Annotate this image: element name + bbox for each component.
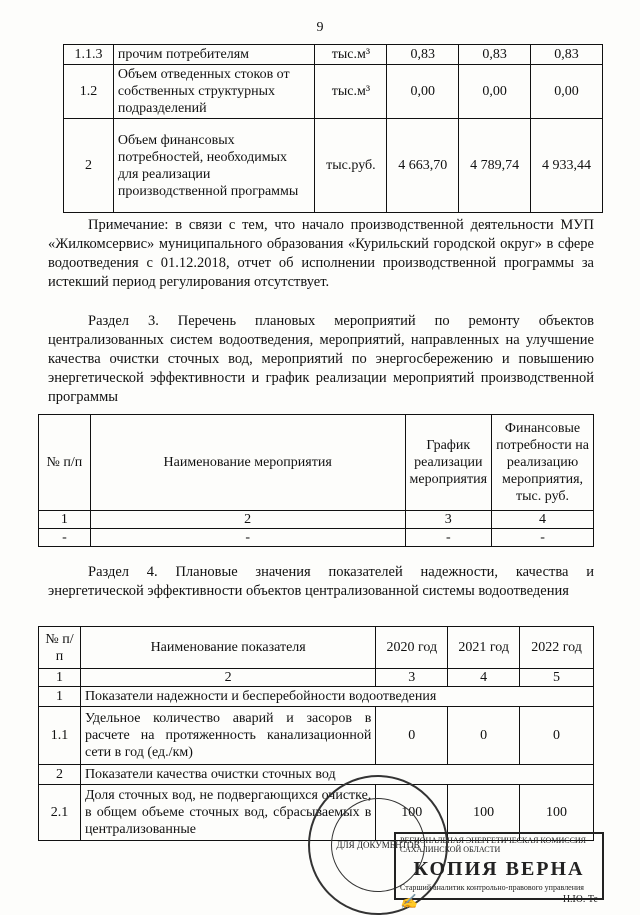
note-paragraph: Примечание: в связи с тем, что начало производственной деятельности МУП «Жилкомсервис» муниципального образования «Курильский городской округ» в сфере водоотведения с 01.12.2018, отчет об исполнении производственной программы за истекший период регулирования отсутствует. xyxy=(48,217,594,290)
table-row xyxy=(64,65,603,119)
stamp-position: Старший аналитик контрольно-правового управления xyxy=(400,883,584,892)
empty-cell: - xyxy=(405,529,492,547)
group-title: Показатели надежности и бесперебойности водоотведения xyxy=(80,687,593,707)
row-value-2022: 100 xyxy=(520,785,594,841)
stamp-organization: РЕГИОНАЛЬНАЯ ЭНЕРГЕТИЧЕСКАЯ КОМИССИЯ САХАЛИНСКОЙ ОБЛАСТИ xyxy=(400,836,587,854)
row-number: 1.1.3 xyxy=(64,45,114,65)
row-value-2020: 0 xyxy=(376,707,448,765)
section-3-heading: Раздел 3. Перечень плановых мероприятий по ремонту объектов централизованных систем водоотведения, мероприятий, направленных на улучшение качества очистки сточных вод, мероприятий по энергосбережению и повышению энергетической эффективности и график реализации мероприятий производственной программы xyxy=(48,313,594,405)
col-index: 4 xyxy=(448,669,520,687)
group-number: 1 xyxy=(39,687,81,707)
row-number: 1.2 xyxy=(64,65,114,119)
row-name: Объем отведенных стоков от собственных структурных подразделений xyxy=(113,65,315,119)
col-index: 1 xyxy=(39,669,81,687)
table-row xyxy=(39,765,594,785)
table-row xyxy=(39,707,594,765)
row-unit: тыс.м³ xyxy=(315,65,387,119)
row-value-2021: 0,83 xyxy=(459,45,531,65)
group-title: Показатели качества очистки сточных вод xyxy=(80,765,593,785)
stamp-signer-name: Н.Ю. Те xyxy=(562,894,598,905)
col-index: 4 xyxy=(492,511,594,529)
table-row xyxy=(39,687,594,707)
col-header-financial-needs: Финансовые потребности на реализацию мероприятия, тыс. руб. xyxy=(492,415,594,511)
row-value-2020: 0,00 xyxy=(387,65,459,119)
page-number: 9 xyxy=(316,20,324,35)
row-value-2021: 100 xyxy=(448,785,520,841)
reliability-indicators-table xyxy=(38,626,594,841)
table-header-row xyxy=(39,415,594,511)
col-header-schedule: График реализации мероприятия xyxy=(405,415,492,511)
row-value-2021: 0,00 xyxy=(459,65,531,119)
row-value-2020: 0,83 xyxy=(387,45,459,65)
empty-cell: - xyxy=(90,529,405,547)
col-header-2020: 2020 год xyxy=(376,627,448,669)
row-value-2020: 4 663,70 xyxy=(387,119,459,213)
col-index: 2 xyxy=(80,669,375,687)
table-row xyxy=(39,529,594,547)
row-number: 2 xyxy=(64,119,114,213)
row-name: Доля сточных вод, не подвергающихся очистке, в общем объеме сточных вод, сбрасываемых в централизованные xyxy=(80,785,375,841)
col-header-2022: 2022 год xyxy=(520,627,594,669)
row-value-2022: 0 xyxy=(520,707,594,765)
empty-cell: - xyxy=(39,529,91,547)
table-row xyxy=(64,119,603,213)
row-value-2022: 0,00 xyxy=(531,65,603,119)
stamp-title: КОПИЯ ВЕРНА xyxy=(413,858,585,880)
row-unit: тыс.м³ xyxy=(315,45,387,65)
row-number: 1.1 xyxy=(39,707,81,765)
col-index: 2 xyxy=(90,511,405,529)
row-name: Удельное количество аварий и засоров в расчете на протяженность канализационной сети в год (ед./км) xyxy=(80,707,375,765)
col-index: 5 xyxy=(520,669,594,687)
row-unit: тыс.руб. xyxy=(315,119,387,213)
seal-text: ДЛЯ ДОКУМЕНТОВ xyxy=(336,840,420,850)
row-value-2022: 4 933,44 xyxy=(531,119,603,213)
table-row xyxy=(64,45,603,65)
production-volume-table xyxy=(63,44,603,213)
row-name: прочим потребителям xyxy=(113,45,315,65)
col-index: 3 xyxy=(405,511,492,529)
col-header-activity-name: Наименование мероприятия xyxy=(90,415,405,511)
col-index: 3 xyxy=(376,669,448,687)
certified-copy-stamp xyxy=(394,832,604,910)
empty-cell: - xyxy=(492,529,594,547)
row-value-2021: 4 789,74 xyxy=(459,119,531,213)
table-row xyxy=(39,511,594,529)
col-header-number: № п/п xyxy=(39,627,81,669)
table-row xyxy=(39,669,594,687)
row-number: 2.1 xyxy=(39,785,81,841)
table-header-row xyxy=(39,627,594,669)
row-value-2022: 0,83 xyxy=(531,45,603,65)
row-value-2021: 0 xyxy=(448,707,520,765)
col-header-number: № п/п xyxy=(39,415,91,511)
section-4-heading: Раздел 4. Плановые значения показателей надежности, качества и энергетической эффективности объектов централизованной системы водоотведения xyxy=(48,564,594,599)
col-index: 1 xyxy=(39,511,91,529)
col-header-2021: 2021 год xyxy=(448,627,520,669)
row-name: Объем финансовых потребностей, необходимых для реализации производственной программы xyxy=(113,119,315,213)
signature-icon: ✍ xyxy=(400,894,418,910)
row-value-2020: 100 xyxy=(376,785,448,841)
planned-activities-table xyxy=(38,414,594,547)
col-header-indicator-name: Наименование показателя xyxy=(80,627,375,669)
group-number: 2 xyxy=(39,765,81,785)
